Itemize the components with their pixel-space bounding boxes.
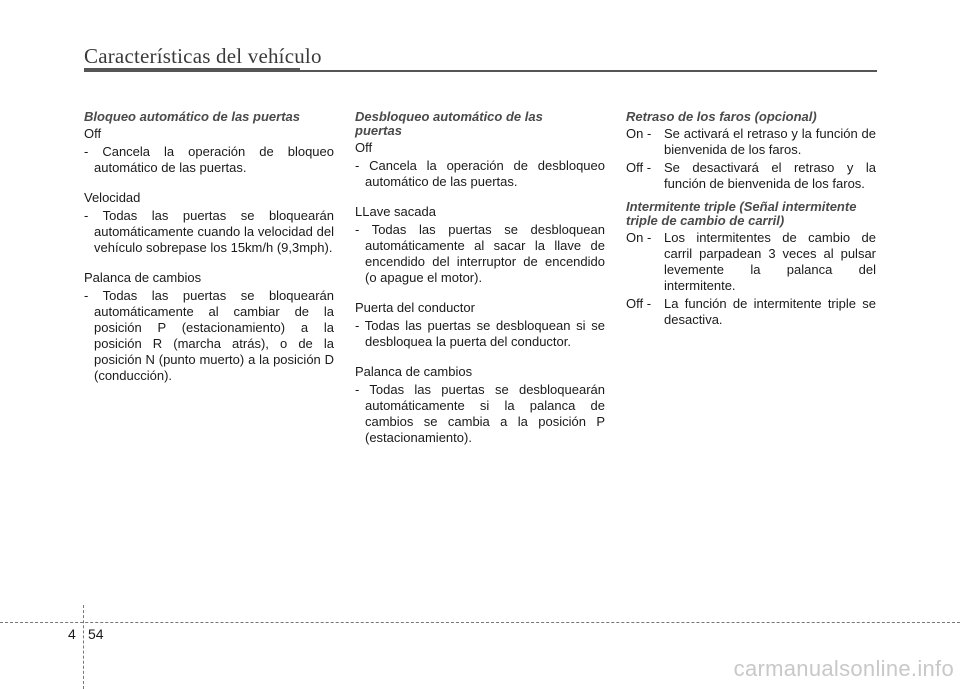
option-row-headlight-off <box>626 160 876 192</box>
footer-vertical-rule <box>83 605 84 689</box>
watermark: carmanualsonline.info <box>733 656 954 681</box>
option-text-on: Se activará el retraso y la función de bienvenida de los faros. <box>664 126 876 157</box>
option-label-shift-lever: Palanca de cambios <box>355 364 473 379</box>
option-key-on: On - <box>626 230 652 245</box>
column-lights <box>626 110 876 328</box>
header-rule-thin <box>300 70 877 72</box>
option-key-off: Off - <box>626 296 652 311</box>
option-row-turn-signal-off <box>626 296 876 328</box>
option-description-off: - Cancela la operación de bloqueo automático de las puertas. <box>84 144 334 175</box>
option-description-off: - Cancela la operación de desbloqueo automático de las puertas. <box>355 158 605 189</box>
option-text-off: La función de intermitente triple se desactiva. <box>664 296 876 327</box>
option-label-off: Off <box>84 126 102 141</box>
column-auto-lock <box>84 110 334 384</box>
column-auto-unlock <box>355 110 605 446</box>
option-description-shift-lever: - Todas las puertas se bloquearán automáticamente al cambiar de la posición P (estacionamiento) a la posición R (marcha atrás), o de la posición N (punto muerto) a la posición D (conducción). <box>84 288 334 383</box>
option-label-off: Off <box>355 140 373 155</box>
option-description-speed: - Todas las puertas se bloquearán automáticamente cuando la velocidad del vehículo sobrepase los 15km/h (9,3mph). <box>84 208 334 255</box>
page-number: 54 <box>88 626 104 642</box>
section-title-auto-lock: Bloqueo automático de las puertas <box>84 109 300 124</box>
chapter-number: 4 <box>68 626 76 642</box>
page-header-title: Características del vehículo <box>84 44 322 68</box>
option-label-speed: Velocidad <box>84 190 141 205</box>
footer-rule <box>0 622 960 623</box>
option-label-driver-door: Puerta del conductor <box>355 300 475 315</box>
option-text-off: Se desactivará el retraso y la función de bienvenida de los faros. <box>664 160 876 191</box>
option-row-headlight-on <box>626 126 876 158</box>
option-label-key-out: LLave sacada <box>355 204 436 219</box>
option-description-shift-lever: - Todas las puertas se desbloquearán automáticamente si la palanca de cambios se cambia a la posición P (estacionamiento). <box>355 382 605 445</box>
option-text-on: Los intermitentes de cambio de carril parpadean 3 veces al pulsar levemente la palanca del intermitente. <box>664 230 876 293</box>
option-label-shift-lever: Palanca de cambios <box>84 270 202 285</box>
option-key-off: Off - <box>626 160 652 175</box>
option-description-driver-door: - Todas las puertas se desbloquean si se desbloquea la puerta del conductor. <box>355 318 605 349</box>
section-title-auto-unlock: Desbloqueo automático de las puertas <box>355 109 543 138</box>
section-title-headlight-delay: Retraso de los faros (opcional) <box>626 109 817 124</box>
header-rule-thick <box>84 68 300 72</box>
option-key-on: On - <box>626 126 652 141</box>
section-title-triple-turn-signal: Intermitente triple (Señal intermitente triple de cambio de carril) <box>626 199 857 228</box>
option-description-key-out: - Todas las puertas se desbloquean automáticamente al sacar la llave de encendido del interruptor de encendido (o apague el motor). <box>355 222 605 285</box>
option-row-turn-signal-on <box>626 230 876 294</box>
